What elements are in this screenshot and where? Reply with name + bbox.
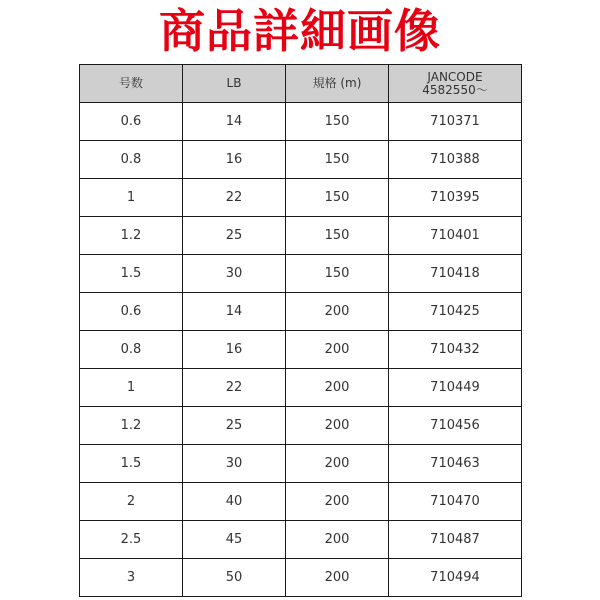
table-row <box>80 369 522 407</box>
cell-length: 150 <box>286 255 389 293</box>
header-jancode-text: JANCODE 4582550〜 <box>422 69 488 97</box>
cell-lb: 22 <box>183 179 286 217</box>
cell-length: 150 <box>286 179 389 217</box>
cell-size: 2 <box>80 483 183 521</box>
cell-lb: 25 <box>183 217 286 255</box>
cell-jancode: 710463 <box>389 445 522 483</box>
cell-size: 1.2 <box>80 407 183 445</box>
table-row <box>80 483 522 521</box>
cell-length: 200 <box>286 331 389 369</box>
cell-length: 150 <box>286 103 389 141</box>
header-lb: LB <box>183 65 286 103</box>
cell-jancode: 710401 <box>389 217 522 255</box>
cell-length: 200 <box>286 407 389 445</box>
table-row <box>80 141 522 179</box>
cell-length: 200 <box>286 445 389 483</box>
cell-size: 0.8 <box>80 141 183 179</box>
table-row <box>80 255 522 293</box>
spec-table <box>79 64 522 597</box>
table-row <box>80 521 522 559</box>
cell-lb: 14 <box>183 293 286 331</box>
cell-jancode: 710371 <box>389 103 522 141</box>
cell-lb: 22 <box>183 369 286 407</box>
table-row <box>80 103 522 141</box>
cell-lb: 40 <box>183 483 286 521</box>
cell-jancode: 710494 <box>389 559 522 597</box>
table-row <box>80 179 522 217</box>
cell-jancode: 710395 <box>389 179 522 217</box>
cell-lb: 30 <box>183 445 286 483</box>
header-length: 規格 (m) <box>286 65 389 103</box>
cell-jancode: 710418 <box>389 255 522 293</box>
cell-length: 150 <box>286 141 389 179</box>
table-row <box>80 559 522 597</box>
cell-size: 1 <box>80 369 183 407</box>
cell-lb: 14 <box>183 103 286 141</box>
table-row <box>80 407 522 445</box>
cell-jancode: 710487 <box>389 521 522 559</box>
cell-lb: 16 <box>183 331 286 369</box>
cell-jancode: 710470 <box>389 483 522 521</box>
cell-jancode: 710425 <box>389 293 522 331</box>
cell-jancode: 710388 <box>389 141 522 179</box>
cell-lb: 30 <box>183 255 286 293</box>
cell-lb: 16 <box>183 141 286 179</box>
cell-jancode: 710432 <box>389 331 522 369</box>
cell-length: 200 <box>286 369 389 407</box>
page-title: 商品詳細画像 <box>159 4 441 58</box>
cell-lb: 50 <box>183 559 286 597</box>
cell-size: 1.5 <box>80 445 183 483</box>
cell-lb: 45 <box>183 521 286 559</box>
table-row <box>80 331 522 369</box>
header-size: 号数 <box>80 65 183 103</box>
table-header-row <box>80 65 522 103</box>
cell-length: 200 <box>286 559 389 597</box>
cell-jancode: 710456 <box>389 407 522 445</box>
cell-size: 1.2 <box>80 217 183 255</box>
cell-jancode: 710449 <box>389 369 522 407</box>
cell-size: 0.6 <box>80 293 183 331</box>
cell-size: 2.5 <box>80 521 183 559</box>
cell-lb: 25 <box>183 407 286 445</box>
cell-size: 0.8 <box>80 331 183 369</box>
table-row <box>80 293 522 331</box>
cell-size: 1 <box>80 179 183 217</box>
cell-size: 1.5 <box>80 255 183 293</box>
table-row <box>80 217 522 255</box>
cell-size: 3 <box>80 559 183 597</box>
cell-length: 150 <box>286 217 389 255</box>
cell-length: 200 <box>286 483 389 521</box>
cell-size: 0.6 <box>80 103 183 141</box>
table-row <box>80 445 522 483</box>
header-jancode <box>389 65 522 103</box>
cell-length: 200 <box>286 293 389 331</box>
cell-length: 200 <box>286 521 389 559</box>
